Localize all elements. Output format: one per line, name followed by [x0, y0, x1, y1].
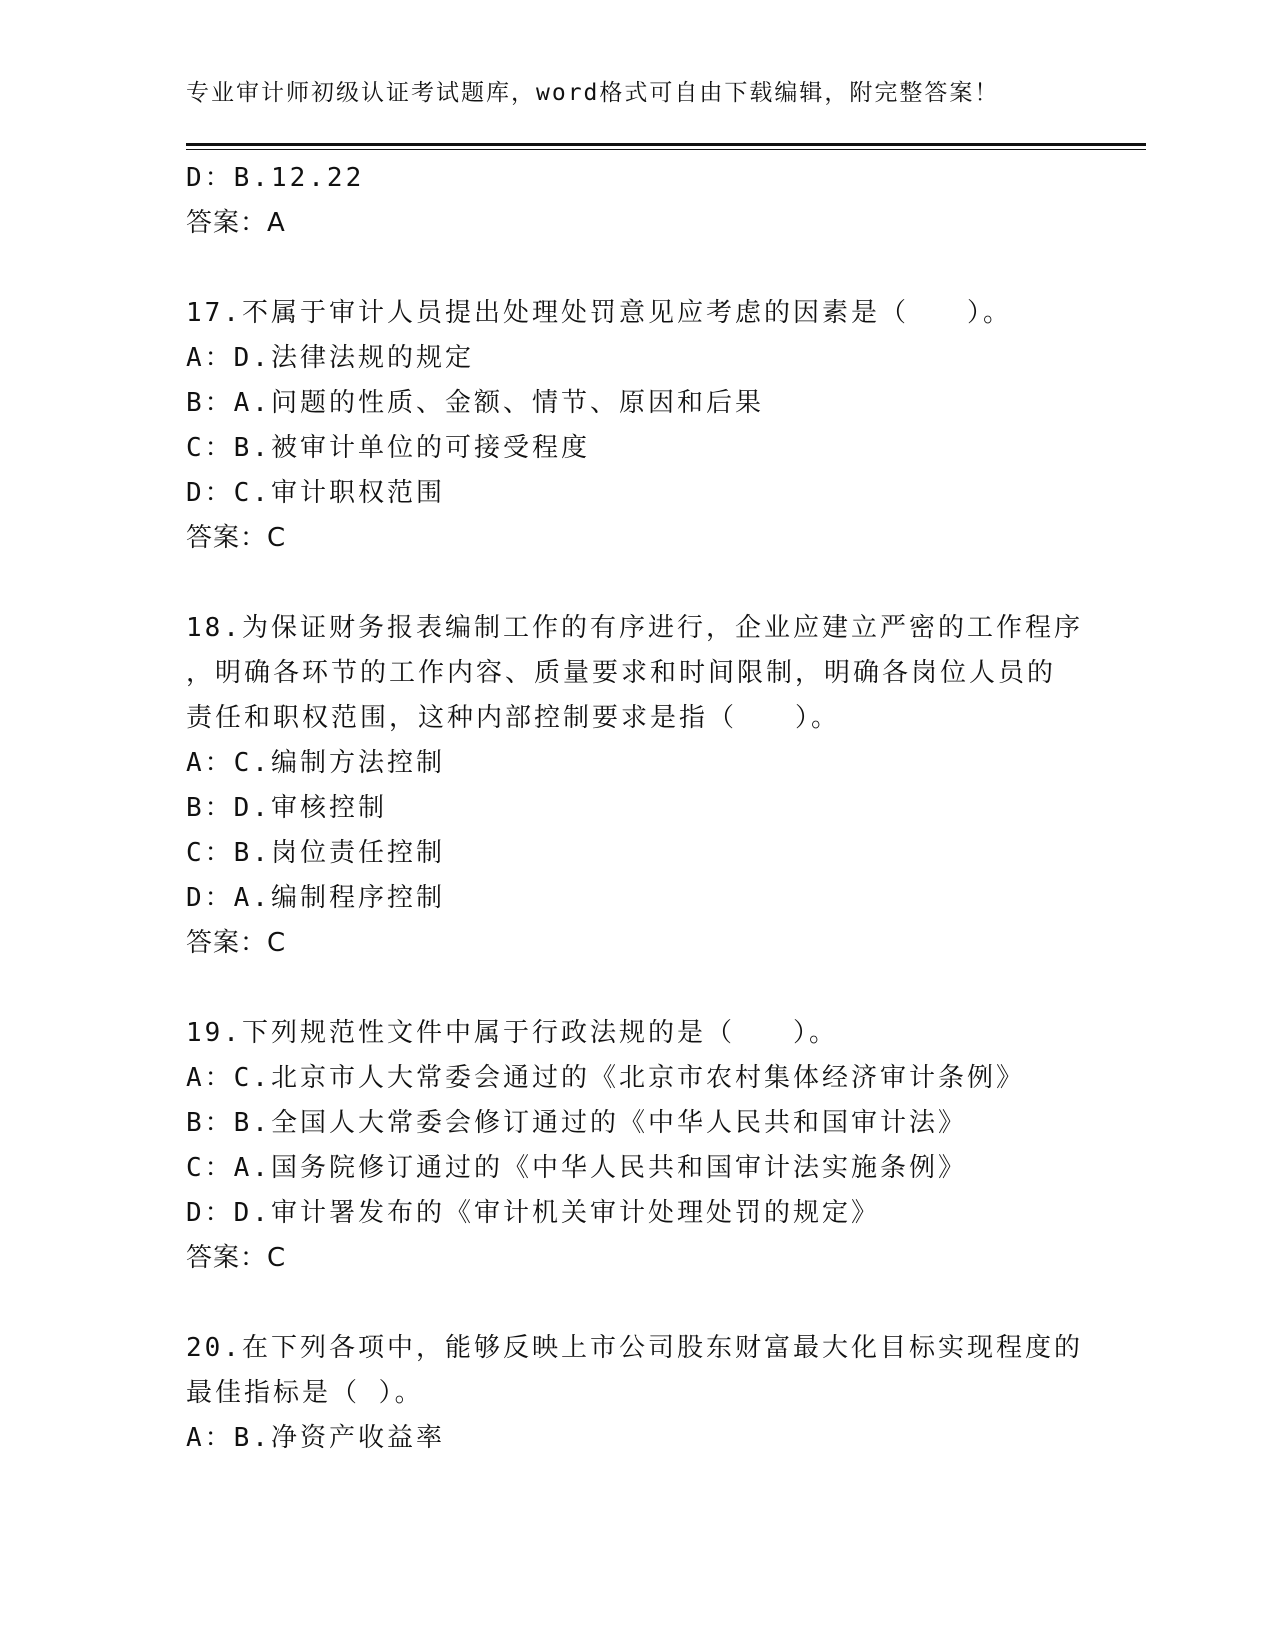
- answer-line: 答案：C: [186, 1243, 287, 1273]
- question-block: [186, 1326, 1086, 1461]
- question-text: 责任和职权范围，这种内部控制要求是指（ ）。: [186, 703, 841, 733]
- question-block: [186, 606, 1086, 966]
- option-line: B：D.审核控制: [186, 793, 387, 823]
- header-rule: [186, 143, 1146, 146]
- question-text: 20.在下列各项中，能够反映上市公司股东财富最大化目标实现程度的: [186, 1333, 1083, 1363]
- question-list: [186, 156, 1086, 1461]
- question-text: 17.不属于审计人员提出处理处罚意见应考虑的因素是（ ）。: [186, 298, 1012, 328]
- answer-line: 答案：C: [186, 523, 287, 553]
- option-line: C：A.国务院修订通过的《中华人民共和国审计法实施条例》: [186, 1153, 967, 1183]
- option-line: B：B.全国人大常委会修订通过的《中华人民共和国审计法》: [186, 1108, 967, 1138]
- option-line: D：C.审计职权范围: [186, 478, 445, 508]
- question-text: ，明确各环节的工作内容、质量要求和时间限制，明确各岗位人员的: [186, 658, 1057, 688]
- option-line: A：D.法律法规的规定: [186, 343, 474, 373]
- question-text: 18.为保证财务报表编制工作的有序进行，企业应建立严密的工作程序: [186, 613, 1083, 643]
- option-line: C：B.被审计单位的可接受程度: [186, 433, 590, 463]
- option-line: C：B.岗位责任控制: [186, 838, 445, 868]
- answer-line: 答案：C: [186, 928, 287, 958]
- question-text: 最佳指标是（ ）。: [186, 1378, 424, 1408]
- option-line: A：B.净资产收益率: [186, 1423, 445, 1453]
- header-rule-thin: [186, 149, 1146, 150]
- question-text: 19.下列规范性文件中属于行政法规的是（ ）。: [186, 1018, 838, 1048]
- question-block: [186, 156, 1086, 246]
- question-block: [186, 291, 1086, 561]
- option-line: A：C.编制方法控制: [186, 748, 445, 778]
- option-line: A：C.北京市人大常委会通过的《北京市农村集体经济审计条例》: [186, 1063, 1025, 1093]
- option-line: B：A.问题的性质、金额、情节、原因和后果: [186, 388, 764, 418]
- question-block: [186, 1011, 1086, 1281]
- option-line: D：A.编制程序控制: [186, 883, 445, 913]
- answer-line: 答案：A: [186, 208, 286, 238]
- option-line: D：B.12.22: [186, 163, 365, 193]
- option-line: D：D.审计署发布的《审计机关审计处理处罚的规定》: [186, 1198, 880, 1228]
- page-header: 专业审计师初级认证考试题库，word格式可自由下载编辑，附完整答案！: [186, 80, 1000, 106]
